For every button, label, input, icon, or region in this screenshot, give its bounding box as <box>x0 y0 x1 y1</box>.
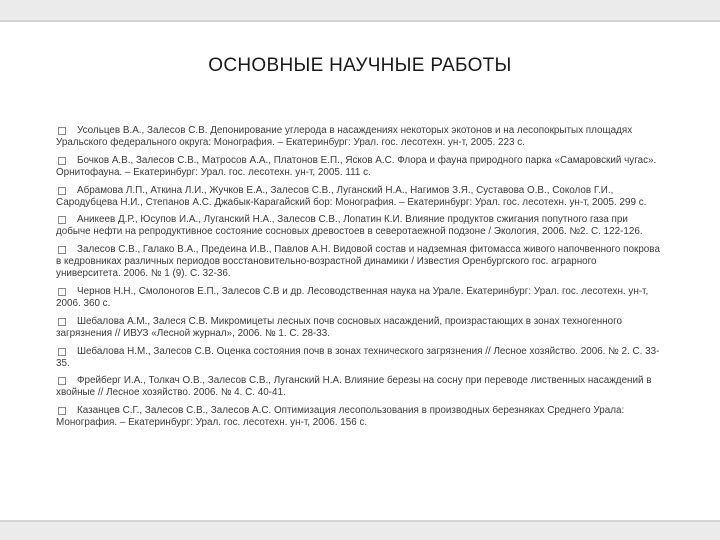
reference-text: Шебалова А.М., Залеся С.В. Микромицеты лесных почв сосновых насаждений, произрастающих в зонах техногенного загрязнения // ИВУЗ «Лесной журнал», 2006. № 1. С. 28-33. <box>56 315 622 339</box>
reference-list <box>56 125 661 435</box>
square-bullet-icon <box>58 246 66 254</box>
reference-text: Чернов Н.Н., Смолоногов Е.П., Залесов С.В и др. Лесоводственная наука на Урале. Екатеринбург: Урал. гос. лесотехн. ун-т, 2006. 360 с. <box>56 285 649 309</box>
square-bullet-icon <box>58 318 66 326</box>
square-bullet-icon <box>58 127 66 135</box>
reference-text: Абрамова Л.П., Аткина Л.И., Жучков Е.А., Залесов С.В., Луганский Н.А., Нагимов З.Я., Суставова О.В., Соколов Г.И., Сародубцева Н.И., Степанов А.С. Джабык-Карагайский бор: Монография. – Екатеринбург: Урал. гос. лесотехн. ун-т, 2005. 299 с. <box>56 184 647 208</box>
reference-item <box>56 214 661 238</box>
reference-item <box>56 346 661 370</box>
reference-item <box>56 405 661 429</box>
reference-item <box>56 125 661 149</box>
reference-text: Фрейберг И.А., Толкач О.В., Залесов С.В., Луганский Н.А. Влияние березы на сосну при переводе лиственных насаждений в хвойные // Лесное хозяйство. 2006. № 4. С. 40-41. <box>56 375 652 399</box>
top-divider <box>0 20 720 22</box>
bottom-band <box>0 522 720 540</box>
reference-item <box>56 286 661 310</box>
reference-text: Бочков А.В., Залесов С.В., Матросов А.А., Платонов Е.П., Ясков А.С. Флора и фауна природного парка «Самаровский чугас». Орнитофауна. – Екатеринбург: Урал. гос. лесотехн. ун-т, 2005. 111 с. <box>56 154 657 178</box>
reference-text: Залесов С.В., Галако В.А., Предеина И.В., Павлов А.Н. Видовой состав и надземная фитомасса живого напочвенного покрова в кедровниках различных периодов восстановительно-возрастной динамики / Известия Оренбургского гос. аграрного университета. 2006. № 1 (9). С. 32-36. <box>56 244 660 280</box>
reference-text: Усольцев В.А., Залесов С.В. Депонирование углерода в насаждениях некоторых экотонов и на лесопокрытых площадях Уральского федерального округа: Монография. – Екатеринбург: Урал. гос. лесотехн. ун-т, 2005. 223 с. <box>56 125 633 148</box>
square-bullet-icon <box>58 187 66 195</box>
reference-item <box>56 316 661 340</box>
square-bullet-icon <box>58 157 66 165</box>
reference-text: Шебалова Н.М., Залесов С.В. Оценка состояния почв в зонах технического загрязнения // Лесное хозяйство. 2006. № 2. С. 33-35. <box>56 345 660 369</box>
reference-item <box>56 375 661 399</box>
reference-item <box>56 185 661 209</box>
square-bullet-icon <box>58 407 66 415</box>
square-bullet-icon <box>58 216 66 224</box>
square-bullet-icon <box>58 288 66 296</box>
slide-title: ОСНОВНЫЕ НАУЧНЫЕ РАБОТЫ <box>208 55 512 76</box>
reference-text: Аникеев Д.Р., Юсупов И.А., Луганский Н.А., Залесов С.В., Лопатин К.И. Влияние продуктов сжигания попутного газа при добыче нефти на репродуктивное состояние сосновых древостоев в северотаежной подзоне / Экология, 2006. №2. С. 122-126. <box>56 214 643 238</box>
top-band <box>0 0 720 20</box>
square-bullet-icon <box>58 377 66 385</box>
reference-item <box>56 155 661 179</box>
square-bullet-icon <box>58 348 66 356</box>
reference-text: Казанцев С.Г., Залесов С.В., Залесов А.С. Оптимизация лесопользования в производных березняках Среднего Урала: Монография. – Екатеринбург: Урал. гос. лесотехн. ун-т, 2006. 156 с. <box>56 405 625 429</box>
reference-item <box>56 244 661 280</box>
